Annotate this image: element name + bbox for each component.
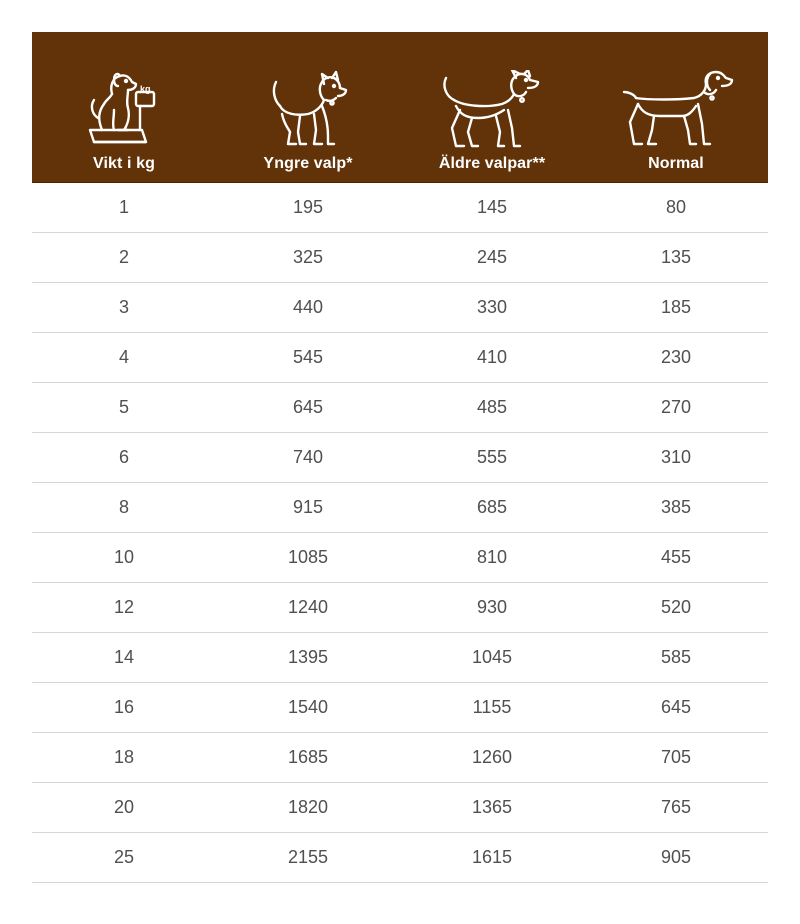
- normal-cell: 185: [660, 297, 692, 317]
- young-puppy-icon: [266, 52, 350, 154]
- normal-cell: 385: [660, 497, 692, 517]
- normal-cell: 230: [660, 347, 692, 367]
- header-label-weight: Vikt i kg: [93, 155, 155, 172]
- older-puppy-cell: 1615: [471, 847, 513, 867]
- weight-cell: 12: [113, 597, 135, 617]
- header-label-young-puppy: Yngre valp*: [263, 155, 353, 172]
- young-puppy-cell: 740: [292, 447, 324, 467]
- weight-cell: 6: [118, 447, 129, 467]
- young-puppy-cell: 2155: [287, 847, 329, 867]
- table-row: [32, 633, 768, 683]
- normal-cell: 585: [660, 647, 692, 667]
- table-row: [32, 583, 768, 633]
- older-puppy-cell: 485: [476, 397, 508, 417]
- young-puppy-cell: 645: [292, 397, 324, 417]
- older-puppy-cell: 145: [476, 197, 508, 217]
- weight-cell: 20: [113, 797, 135, 817]
- older-puppy-cell: 555: [476, 447, 508, 467]
- table-row: [32, 233, 768, 283]
- dog-on-scale-icon: [84, 52, 164, 154]
- weight-cell: 5: [118, 397, 129, 417]
- normal-cell: 80: [665, 197, 687, 217]
- normal-cell: 270: [660, 397, 692, 417]
- normal-cell: 310: [660, 447, 692, 467]
- weight-cell: 8: [118, 497, 129, 517]
- older-puppy-cell: 1365: [471, 797, 513, 817]
- young-puppy-cell: 1395: [287, 647, 329, 667]
- weight-cell: 2: [118, 247, 129, 267]
- weight-cell: 18: [113, 747, 135, 767]
- normal-cell: 455: [660, 547, 692, 567]
- header-label-normal: Normal: [648, 155, 704, 172]
- header-cell-weight: [32, 32, 216, 182]
- table-body: [32, 183, 768, 883]
- weight-cell: 25: [113, 847, 135, 867]
- older-puppy-cell: 810: [476, 547, 508, 567]
- table-row: [32, 283, 768, 333]
- header-cell-older-puppy: [400, 32, 584, 182]
- young-puppy-cell: 1820: [287, 797, 329, 817]
- normal-cell: 645: [660, 697, 692, 717]
- adult-dog-icon: [618, 52, 734, 154]
- table-row: [32, 383, 768, 433]
- weight-cell: 10: [113, 547, 135, 567]
- table-row: [32, 483, 768, 533]
- young-puppy-cell: 545: [292, 347, 324, 367]
- table-row: [32, 183, 768, 233]
- table-header: [32, 32, 768, 183]
- table-row: [32, 683, 768, 733]
- older-puppy-cell: 930: [476, 597, 508, 617]
- header-cell-normal: [584, 32, 768, 182]
- normal-cell: 765: [660, 797, 692, 817]
- young-puppy-cell: 325: [292, 247, 324, 267]
- older-puppy-cell: 1045: [471, 647, 513, 667]
- older-puppy-cell: 685: [476, 497, 508, 517]
- table-row: [32, 533, 768, 583]
- older-puppy-cell: 1155: [472, 697, 512, 717]
- weight-cell: 16: [113, 697, 135, 717]
- table-row: [32, 333, 768, 383]
- table-row: [32, 733, 768, 783]
- table-row: [32, 833, 768, 883]
- young-puppy-cell: 1685: [287, 747, 329, 767]
- young-puppy-cell: 440: [292, 297, 324, 317]
- normal-cell: 520: [660, 597, 692, 617]
- young-puppy-cell: 915: [292, 497, 324, 517]
- header-label-older-puppy: Äldre valpar**: [438, 155, 546, 172]
- table-row: [32, 783, 768, 833]
- young-puppy-cell: 1240: [287, 597, 329, 617]
- normal-cell: 705: [660, 747, 692, 767]
- young-puppy-cell: 1540: [287, 697, 329, 717]
- young-puppy-cell: 1085: [287, 547, 329, 567]
- weight-cell: 3: [118, 297, 129, 317]
- normal-cell: 135: [660, 247, 692, 267]
- weight-cell: 14: [113, 647, 135, 667]
- table-row: [32, 433, 768, 483]
- older-puppy-icon: [438, 52, 546, 154]
- older-puppy-cell: 410: [476, 347, 508, 367]
- older-puppy-cell: 1260: [471, 747, 513, 767]
- normal-cell: 905: [660, 847, 692, 867]
- weight-cell: 4: [118, 347, 129, 367]
- young-puppy-cell: 195: [292, 197, 324, 217]
- feeding-table: [32, 32, 768, 883]
- older-puppy-cell: 330: [476, 297, 508, 317]
- older-puppy-cell: 245: [476, 247, 508, 267]
- header-cell-young-puppy: [216, 32, 400, 182]
- scale-kg-text: kg: [140, 84, 151, 94]
- weight-cell: 1: [118, 197, 129, 217]
